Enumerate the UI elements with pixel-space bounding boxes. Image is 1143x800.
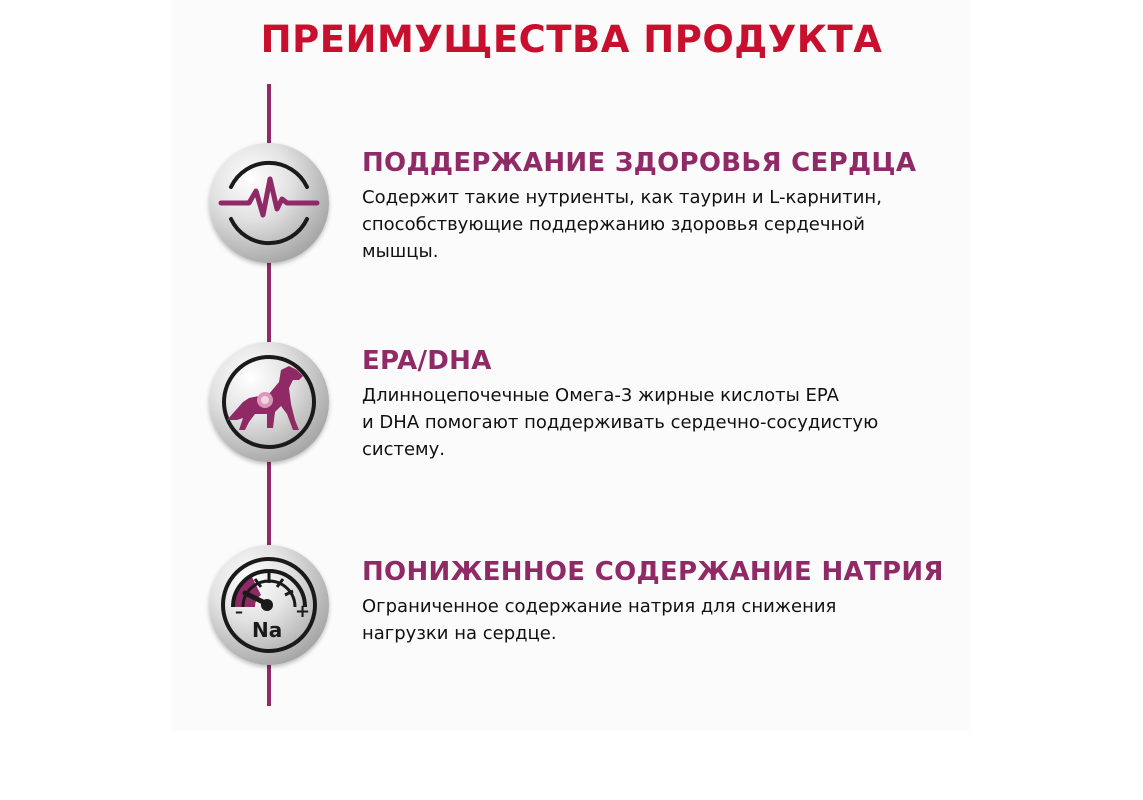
feature-line: Ограниченное содержание натрия для снижения (362, 596, 837, 617)
feature-line: нагрузки на сердце. (362, 623, 557, 644)
feature-heading: ПОНИЖЕННОЕ СОДЕРЖАНИЕ НАТРИЯ (362, 557, 944, 587)
page-title: ПРЕИМУЩЕСТВА ПРОДУКТА (260, 18, 883, 61)
feature-line: и DHA помогают поддерживать сердечно-сосудистую (362, 412, 879, 433)
heartbeat-icon (209, 143, 329, 263)
feature-heading: EPA/DHA (362, 346, 492, 376)
gauge-na-label: Na (252, 618, 283, 642)
dog-heart-icon (209, 342, 329, 462)
feature-line: Длинноцепочечные Омега-3 жирные кислоты EPA (362, 385, 839, 406)
feature-epa-dha (362, 346, 952, 463)
feature-line: Содержит такие нутриенты, как таурин и L-карнитин, (362, 187, 882, 208)
feature-line: способствующие поддержанию здоровья сердечной (362, 214, 865, 235)
feature-heart-health (362, 148, 952, 265)
heartbeat-badge (209, 143, 329, 263)
feature-heading: ПОДДЕРЖАНИЕ ЗДОРОВЬЯ СЕРДЦА (362, 148, 917, 178)
feature-description (362, 184, 952, 265)
gauge-minus-label: – (235, 602, 243, 621)
feature-line: систему. (362, 439, 446, 460)
gauge-plus-label: + (295, 601, 311, 622)
feature-description (362, 382, 952, 463)
sodium-gauge-badge (209, 545, 329, 665)
feature-low-sodium (362, 557, 952, 647)
feature-description (362, 593, 952, 647)
dog-heart-badge (209, 342, 329, 462)
sodium-gauge-icon (209, 545, 329, 665)
feature-line: мышцы. (362, 241, 439, 262)
